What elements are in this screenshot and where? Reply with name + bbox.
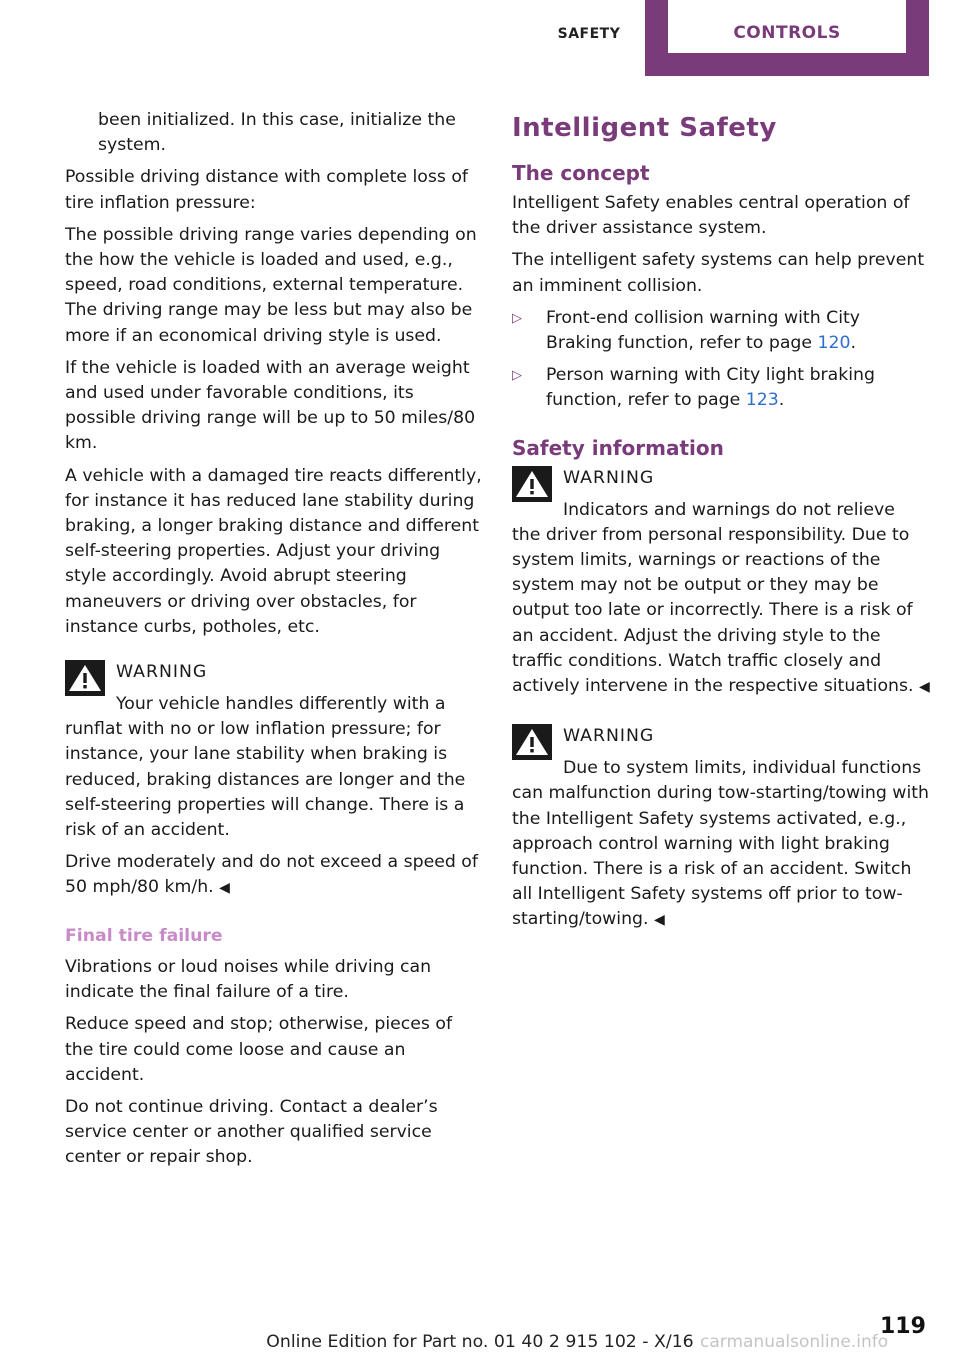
warning-block [65, 660, 485, 902]
warning-text-2: Drive moderately and do not exceed a speed of 50 mph/80 km/h. [65, 852, 478, 898]
page-number: 119 [880, 1314, 926, 1339]
warning-text-first-line: Indicators and warnings do not relieve [563, 499, 895, 520]
page-link-120[interactable]: 120 [817, 333, 851, 354]
warning-title: WARNING [563, 467, 655, 488]
warning-triangle-icon [512, 724, 552, 760]
footer-edition: Online Edition for Part no. 01 40 2 915 102 - X/16 [266, 1332, 694, 1352]
warning-text-body: can malfunction during tow-starting/towing with the Intelligent Safety systems activated, e.g., approach control warning with light braking function. There is a risk of an accident. Switch all Intelligent Safety systems off prior to tow-starting/towing. [512, 783, 929, 930]
bullet-triangle-icon: ▷ [512, 368, 522, 384]
paragraph: The possible driving range varies depending on the how the vehicle is loaded and used, e.g., speed, road conditions, external temperature. The driving range may be less but may also be more if an economical driving style is used. [65, 224, 477, 346]
paragraph: The intelligent safety systems can help prevent an imminent collision. [512, 250, 925, 296]
subheading-final-tire-failure: Final tire failure [65, 925, 223, 946]
warning-triangle-icon [65, 660, 105, 696]
list-item-text: Person warning with City light braking function, refer to page [546, 365, 875, 411]
warning-title: WARNING [563, 726, 655, 747]
bullet-triangle-icon: ▷ [512, 310, 522, 326]
warning-text-body: the driver from personal responsibility. Due to system limits, warnings or reactions of the system may not be output or they may be output too late or incorrectly. There is a risk of an accident. Adjust the driving style to the traffic conditions. Watch traffic closely and actively intervene in the respective situations. [512, 524, 914, 697]
left-column [65, 108, 485, 1178]
paragraph: A vehicle with a damaged tire reacts differently, for instance it has reduced lane stability during braking, a longer braking distance and different self-steering properties. Adjust your driving style accordingly. Avoid abrupt steering maneuvers or driving over obstacles, for instance curbs, potholes, etc. [65, 465, 482, 637]
heading-the-concept: The concept [512, 161, 650, 185]
section-title: Intelligent Safety [512, 113, 777, 143]
page-header [0, 0, 960, 80]
end-mark-icon: ◀ [918, 679, 930, 696]
tab-controls[interactable]: CONTROLS [733, 23, 841, 43]
warning-text [512, 781, 930, 933]
end-mark-icon: ◀ [219, 880, 230, 897]
warning-text-end [65, 850, 485, 901]
tab-safety[interactable]: SAFETY [557, 26, 621, 42]
warning-text [512, 523, 930, 700]
page-link-123[interactable]: 123 [745, 390, 779, 411]
paragraph: been initialized. In this case, initialize the system. [98, 110, 456, 156]
list-item-text: Front-end collision warning with City Braking function, refer to page [546, 307, 861, 354]
list-item: ▷ Front-end collision warning with City Braking function, refer to page 120. [512, 307, 861, 354]
paragraph: Intelligent Safety enables central operation of the driver assistance system. [512, 193, 910, 239]
warning-block [512, 466, 930, 701]
warning-title: WARNING [116, 662, 208, 683]
heading-safety-information: Safety information [512, 435, 724, 460]
warning-text-first-line: Your vehicle handles differently with a [116, 694, 446, 715]
list-item: ▷ Person warning with City light braking function, refer to page 123. [512, 365, 875, 411]
end-mark-icon: ◀ [654, 912, 665, 929]
warning-block [512, 724, 930, 933]
right-column [512, 108, 930, 941]
paragraph: Vibrations or loud noises while driving can indicate the final failure of a tire. [65, 956, 432, 1003]
paragraph: Possible driving distance with complete loss of tire inflation pressure: [65, 167, 469, 213]
warning-text-first-line: Due to system limits, individual functions [563, 758, 922, 779]
paragraph: If the vehicle is loaded with an average weight and used under favorable conditions, its possible driving range will be up to 50 miles/80 km. [65, 357, 476, 454]
warning-triangle-icon [512, 466, 552, 502]
paragraph: Reduce speed and stop; otherwise, pieces of the tire could come loose and cause an accident. [65, 1014, 453, 1085]
warning-text: runflat with no or low inflation pressure; for instance, your lane stability when braking is reduced, braking distances are longer and the self-steering properties will change. There is a risk of an accident. [65, 719, 466, 841]
watermark: carmanualsonline.info [700, 1332, 889, 1352]
paragraph: Do not continue driving. Contact a dealer’s service center or another qualified service center or repair shop. [65, 1096, 438, 1168]
